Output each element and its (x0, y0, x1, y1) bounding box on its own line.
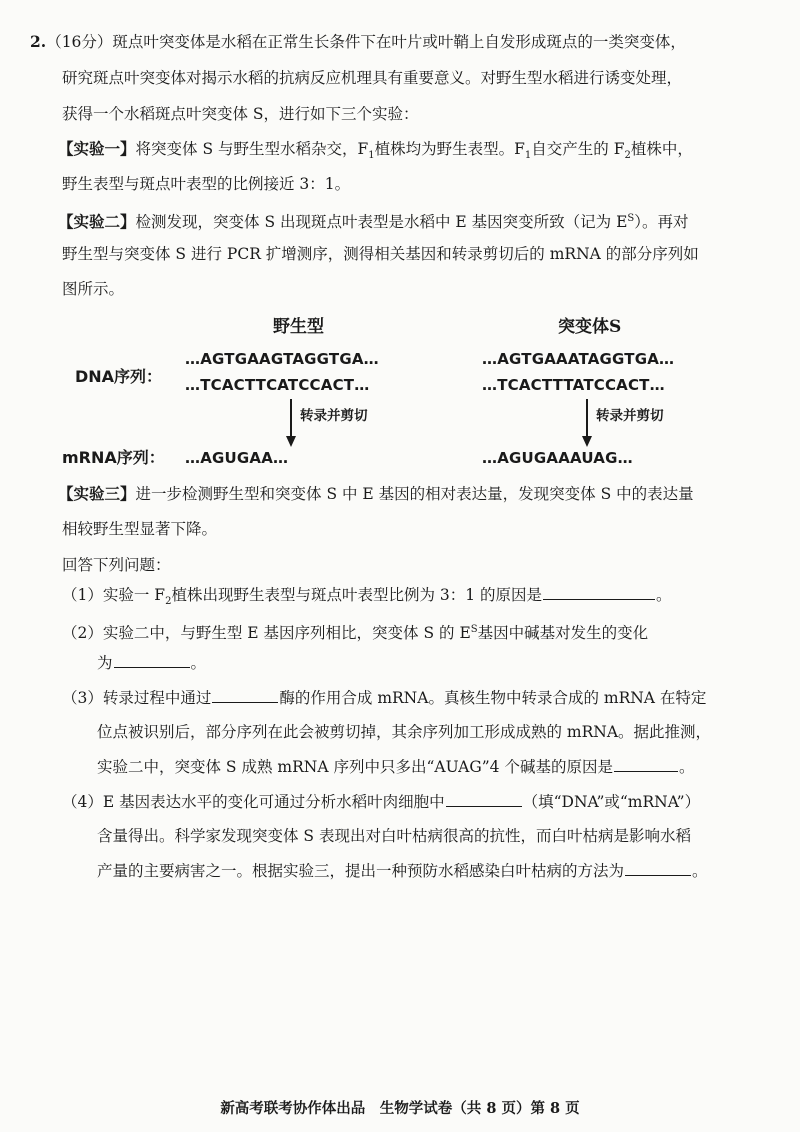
question-4-text-b: （填“DNA”或“mRNA”） (522, 793, 701, 811)
experiment-3-line-2: 相较野生型显著下降。 (62, 520, 218, 538)
page-footer: 新高考联考协作体出品 生物学试卷（共 8 页）第 8 页 (220, 1100, 580, 1117)
experiment-2-line-1 (58, 208, 689, 233)
question-4-line-3 (97, 859, 708, 882)
mutant-dna-bottom-strand: …TCACTTTATCCACT… (482, 376, 665, 394)
wild-arrow-down-icon (286, 436, 296, 447)
question-2-line-2 (97, 651, 206, 674)
wild-dna-top-strand: …AGTGAAGTAGGTGA… (185, 350, 379, 368)
question-score: （16分） (46, 33, 113, 51)
question-intro-line-2: 研究斑点叶突变体对揭示水稻的抗病反应机理具有重要意义。对野生型水稻进行诱变处理， (62, 69, 683, 87)
experiment-2-tag: 【实验二】 (58, 212, 136, 232)
experiment-1-text-a: 将突变体 S 与野生型水稻杂交，F (135, 140, 369, 158)
answer-intro: 回答下列问题： (62, 556, 171, 574)
question-2-text-a: 实验二中，与野生型 E 基因序列相比，突变体 S 的 E (102, 624, 471, 643)
mutant-dna-top-strand: …AGTGAAATAGGTGA… (482, 350, 675, 368)
question-3-text-b: 酶的作用合成 mRNA。真核生物中转录合成的 mRNA 在特定 (279, 689, 707, 707)
question-2-answer-blank[interactable] (114, 651, 190, 668)
question-3-line-1 (62, 686, 706, 709)
question-3-number: （3） (62, 689, 103, 707)
question-intro-line-3: 获得一个水稻斑点叶突变体 S，进行如下三个实验： (62, 105, 419, 123)
experiment-2-text-b: ）。再对 (634, 213, 689, 232)
wild-arrow-label: 转录并剪切 (300, 408, 368, 424)
experiment-2-text-a: 检测发现，突变体 S 出现斑点叶表型是水稻中 E 基因突变所致（记为 E (135, 213, 628, 232)
question-3-reason-blank[interactable] (614, 755, 678, 772)
question-1-text-a: 实验一 F (102, 586, 166, 604)
experiment-3-tag: 【实验三】 (58, 484, 136, 503)
question-1-text-b: 植株出现野生表型与斑点叶表型比例为 3：1 的原因是 (171, 586, 543, 604)
question-intro-line-1 (30, 31, 686, 53)
experiment-3-line-1 (58, 483, 694, 505)
question-1-answer-blank[interactable] (543, 583, 655, 600)
wild-mrna-sequence: …AGUGAA… (185, 449, 289, 467)
experiment-1-text-d: 植株中， (630, 140, 693, 158)
question-2-text-b: 基因中碱基对发生的变化 (477, 624, 649, 643)
experiment-1-tag: 【实验一】 (58, 139, 136, 158)
question-4-line-2: 含量得出。科学家发现突变体 S 表现出对白叶枯病很高的抗性，而白叶枯病是影响水稻 (97, 827, 691, 845)
question-4-method-blank[interactable] (625, 859, 691, 876)
wild-type-title: 野生型 (273, 317, 324, 337)
es-superscript-q2: S (470, 624, 478, 635)
question-3-enzyme-blank[interactable] (212, 686, 278, 703)
question-1-number: （1） (62, 586, 103, 604)
question-3-text-a: 转录过程中通过 (102, 689, 212, 707)
question-1-end: 。 (656, 586, 672, 604)
mutant-arrow-label: 转录并剪切 (596, 408, 664, 424)
question-4-end: 。 (692, 862, 708, 880)
es-superscript: S (627, 213, 635, 224)
experiment-1-text-b: 植株均为野生表型。F (374, 140, 525, 158)
question-1 (62, 583, 672, 613)
question-4-number: （4） (62, 793, 103, 811)
question-2-end: 。 (190, 654, 207, 672)
question-4-text-a: E 基因表达水平的变化可通过分析水稻叶肉细胞中 (102, 793, 445, 811)
f2-subscript-q1: 2 (165, 596, 172, 608)
experiment-1-line-2: 野生表型与斑点叶表型的比例接近 3：1。 (62, 175, 351, 193)
mutant-mrna-sequence: …AGUGAAAUAG… (482, 449, 633, 467)
question-3-line-3 (97, 755, 694, 778)
experiment-1-text-c: 自交产生的 F (531, 140, 625, 158)
question-2-line-1 (62, 619, 648, 644)
f1-subscript: 1 (368, 150, 375, 162)
question-intro-text-1: 斑点叶突变体是水稻在正常生长条件下在叶片或叶鞘上自发形成斑点的一类突变体， (112, 33, 686, 51)
f1-subscript-2: 1 (524, 150, 532, 162)
f2-subscript: 2 (624, 150, 631, 162)
wild-arrow-shaft (290, 399, 292, 437)
question-4-line-1 (62, 790, 700, 813)
question-2-text-c: 为 (97, 654, 113, 672)
mutant-arrow-shaft (586, 399, 588, 437)
mutant-title: 突变体S (558, 317, 622, 337)
experiment-1-line-1 (58, 138, 693, 167)
experiment-2-line-3: 图所示。 (62, 280, 125, 298)
mrna-label: mRNA序列： (62, 448, 165, 467)
experiment-2-line-2: 野生型与突变体 S 进行 PCR 扩增测序，测得相关基因和转录剪切后的 mRNA 的部分序列如 (62, 245, 699, 263)
question-number: 2. (30, 32, 47, 51)
wild-dna-bottom-strand: …TCACTTCATCCACT… (185, 376, 370, 394)
dna-label: DNA序列： (75, 367, 163, 386)
question-4-dna-mrna-blank[interactable] (446, 790, 522, 807)
experiment-3-text: 进一步检测野生型和突变体 S 中 E 基因的相对表达量，发现突变体 S 中的表达量 (135, 485, 694, 503)
question-3-text-c: 实验二中，突变体 S 成熟 mRNA 序列中只多出“AUAG”4 个碱基的原因是 (97, 758, 613, 776)
question-3-line-2: 位点被识别后，部分序列在此会被剪切掉，其余序列加工形成成熟的 mRNA。据此推测， (97, 723, 712, 741)
question-2-number: （2） (62, 624, 103, 643)
question-3-end: 。 (678, 758, 695, 776)
mutant-arrow-down-icon (582, 436, 592, 447)
question-4-text-c: 产量的主要病害之一。根据实验三，提出一种预防水稻感染白叶枯病的方法为 (97, 862, 625, 880)
